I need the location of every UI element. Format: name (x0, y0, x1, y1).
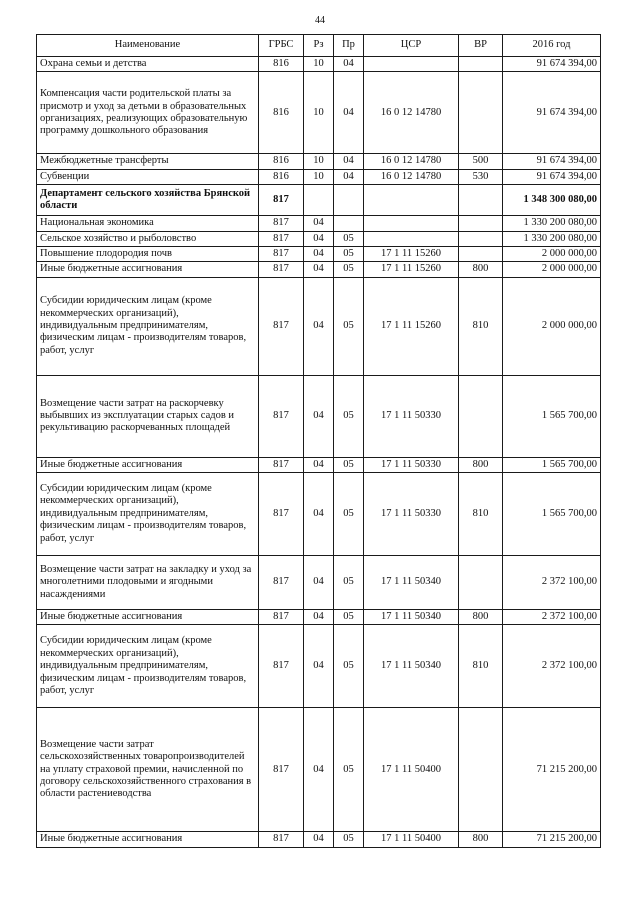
row-vr: 810 (459, 473, 503, 556)
row-csr: 17 1 11 50340 (364, 625, 459, 708)
row-vr: 500 (459, 154, 503, 169)
row-name: Возмещение части затрат на закладку и уход за многолетними плодовыми и ягодными насаждениями (37, 556, 259, 610)
row-name: Возмещение части затрат на раскорчевку выбывших из эксплуатации старых садов и рекультивацию раскорчеванных площадей (37, 375, 259, 457)
row-grbs: 817 (259, 375, 304, 457)
row-pr: 04 (334, 154, 364, 169)
row-rz: 04 (304, 457, 334, 472)
table-row (37, 216, 601, 231)
row-name: Субсидии юридическим лицам (кроме некоммерческих организаций), индивидуальным предпринимателям, физическим лицам - производителям товаров, работ, услуг (37, 625, 259, 708)
row-rz: 04 (304, 262, 334, 277)
table-row (37, 375, 601, 457)
row-vr: 800 (459, 832, 503, 847)
row-rz: 04 (304, 625, 334, 708)
row-csr: 17 1 11 50340 (364, 556, 459, 610)
row-amount: 2 372 100,00 (503, 610, 601, 625)
row-rz: 10 (304, 169, 334, 184)
row-grbs: 817 (259, 708, 304, 832)
table-row (37, 57, 601, 72)
row-vr: 800 (459, 262, 503, 277)
row-name: Департамент сельского хозяйства Брянской области (37, 185, 259, 216)
row-rz: 04 (304, 246, 334, 261)
row-vr (459, 708, 503, 832)
row-pr: 05 (334, 708, 364, 832)
row-pr: 05 (334, 473, 364, 556)
table-row (37, 72, 601, 154)
row-csr: 17 1 11 15260 (364, 262, 459, 277)
row-grbs: 817 (259, 185, 304, 216)
row-pr: 05 (334, 375, 364, 457)
row-csr: 17 1 11 50340 (364, 610, 459, 625)
row-amount: 1 565 700,00 (503, 375, 601, 457)
row-pr: 05 (334, 246, 364, 261)
row-amount: 2 000 000,00 (503, 277, 601, 375)
row-csr (364, 231, 459, 246)
row-csr: 16 0 12 14780 (364, 169, 459, 184)
row-pr: 05 (334, 262, 364, 277)
row-rz: 04 (304, 473, 334, 556)
table-row (37, 246, 601, 261)
table-header-row (37, 35, 601, 57)
row-pr: 05 (334, 625, 364, 708)
row-pr: 05 (334, 457, 364, 472)
row-amount: 1 565 700,00 (503, 473, 601, 556)
row-csr: 17 1 11 50330 (364, 375, 459, 457)
row-grbs: 816 (259, 72, 304, 154)
row-grbs: 816 (259, 57, 304, 72)
row-grbs: 817 (259, 610, 304, 625)
col-header-name: Наименование (37, 35, 259, 57)
row-name: Национальная экономика (37, 216, 259, 231)
row-rz (304, 185, 334, 216)
row-rz: 04 (304, 277, 334, 375)
row-pr: 04 (334, 169, 364, 184)
row-vr: 530 (459, 169, 503, 184)
row-rz: 04 (304, 375, 334, 457)
row-pr: 05 (334, 231, 364, 246)
page-number: 44 (315, 15, 325, 26)
table-row (37, 277, 601, 375)
row-pr (334, 216, 364, 231)
row-vr (459, 231, 503, 246)
row-csr: 17 1 11 50400 (364, 708, 459, 832)
row-pr: 05 (334, 610, 364, 625)
row-amount: 2 000 000,00 (503, 262, 601, 277)
table-row (37, 262, 601, 277)
row-name: Субсидии юридическим лицам (кроме некоммерческих организаций), индивидуальным предпринимателям, физическим лицам - производителям товаров, работ, услуг (37, 473, 259, 556)
row-name: Повышение плодородия почв (37, 246, 259, 261)
row-pr (334, 185, 364, 216)
row-csr: 17 1 11 15260 (364, 246, 459, 261)
table-row (37, 185, 601, 216)
row-rz: 04 (304, 556, 334, 610)
row-grbs: 817 (259, 231, 304, 246)
row-name: Сельское хозяйство и рыболовство (37, 231, 259, 246)
row-rz: 04 (304, 216, 334, 231)
table-row (37, 625, 601, 708)
row-rz: 04 (304, 832, 334, 847)
row-name: Компенсация части родительской платы за присмотр и уход за детьми в образовательных организациях, реализующих образовательную программу дошкольного образования (37, 72, 259, 154)
row-csr: 17 1 11 50330 (364, 473, 459, 556)
row-rz: 04 (304, 708, 334, 832)
row-grbs: 817 (259, 262, 304, 277)
row-rz: 10 (304, 57, 334, 72)
table-row (37, 832, 601, 847)
row-rz: 04 (304, 610, 334, 625)
table-row (37, 169, 601, 184)
col-header-rz: Рз (304, 35, 334, 57)
row-pr: 04 (334, 72, 364, 154)
row-csr: 17 1 11 50400 (364, 832, 459, 847)
row-vr: 800 (459, 610, 503, 625)
row-rz: 10 (304, 154, 334, 169)
row-rz: 04 (304, 231, 334, 246)
row-csr: 17 1 11 50330 (364, 457, 459, 472)
row-amount: 1 348 300 080,00 (503, 185, 601, 216)
table-row (37, 708, 601, 832)
row-amount: 91 674 394,00 (503, 169, 601, 184)
table-row (37, 231, 601, 246)
row-pr: 05 (334, 556, 364, 610)
row-vr (459, 375, 503, 457)
table-row (37, 610, 601, 625)
row-name: Субвенции (37, 169, 259, 184)
col-header-amount: 2016 год (503, 35, 601, 57)
row-csr: 16 0 12 14780 (364, 72, 459, 154)
row-grbs: 817 (259, 832, 304, 847)
row-name: Возмещение части затрат сельскохозяйственных товаропроизводителей на уплату страховой премии, начисленной по договору сельскохозяйственного страхования в области растениеводства (37, 708, 259, 832)
row-csr (364, 216, 459, 231)
row-vr: 810 (459, 277, 503, 375)
row-grbs: 817 (259, 625, 304, 708)
row-vr (459, 246, 503, 261)
row-vr: 800 (459, 457, 503, 472)
row-vr (459, 216, 503, 231)
row-grbs: 817 (259, 457, 304, 472)
col-header-pr: Пр (334, 35, 364, 57)
row-amount: 1 565 700,00 (503, 457, 601, 472)
row-amount: 91 674 394,00 (503, 154, 601, 169)
row-rz: 10 (304, 72, 334, 154)
row-vr (459, 57, 503, 72)
row-amount: 2 000 000,00 (503, 246, 601, 261)
row-grbs: 816 (259, 154, 304, 169)
col-header-vr: ВР (459, 35, 503, 57)
row-amount: 1 330 200 080,00 (503, 231, 601, 246)
table-row (37, 556, 601, 610)
row-grbs: 817 (259, 216, 304, 231)
row-grbs: 817 (259, 246, 304, 261)
col-header-csr: ЦСР (364, 35, 459, 57)
row-name: Иные бюджетные ассигнования (37, 610, 259, 625)
row-amount: 71 215 200,00 (503, 708, 601, 832)
row-vr (459, 556, 503, 610)
row-amount: 91 674 394,00 (503, 72, 601, 154)
row-grbs: 817 (259, 277, 304, 375)
budget-table (36, 34, 601, 848)
row-grbs: 817 (259, 473, 304, 556)
row-pr: 05 (334, 832, 364, 847)
row-grbs: 816 (259, 169, 304, 184)
row-name: Охрана семьи и детства (37, 57, 259, 72)
row-vr: 810 (459, 625, 503, 708)
table-row (37, 457, 601, 472)
row-amount: 2 372 100,00 (503, 556, 601, 610)
row-pr: 04 (334, 57, 364, 72)
row-amount: 1 330 200 080,00 (503, 216, 601, 231)
row-csr: 17 1 11 15260 (364, 277, 459, 375)
row-amount: 2 372 100,00 (503, 625, 601, 708)
row-name: Иные бюджетные ассигнования (37, 832, 259, 847)
row-csr (364, 57, 459, 72)
row-csr (364, 185, 459, 216)
row-amount: 91 674 394,00 (503, 57, 601, 72)
row-name: Субсидии юридическим лицам (кроме некоммерческих организаций), индивидуальным предпринимателям, физическим лицам - производителям товаров, работ, услуг (37, 277, 259, 375)
row-vr (459, 185, 503, 216)
row-csr: 16 0 12 14780 (364, 154, 459, 169)
row-name: Иные бюджетные ассигнования (37, 457, 259, 472)
row-pr: 05 (334, 277, 364, 375)
table-row (37, 473, 601, 556)
row-grbs: 817 (259, 556, 304, 610)
col-header-grbs: ГРБС (259, 35, 304, 57)
table-row (37, 154, 601, 169)
row-vr (459, 72, 503, 154)
row-name: Межбюджетные трансферты (37, 154, 259, 169)
row-name: Иные бюджетные ассигнования (37, 262, 259, 277)
row-amount: 71 215 200,00 (503, 832, 601, 847)
